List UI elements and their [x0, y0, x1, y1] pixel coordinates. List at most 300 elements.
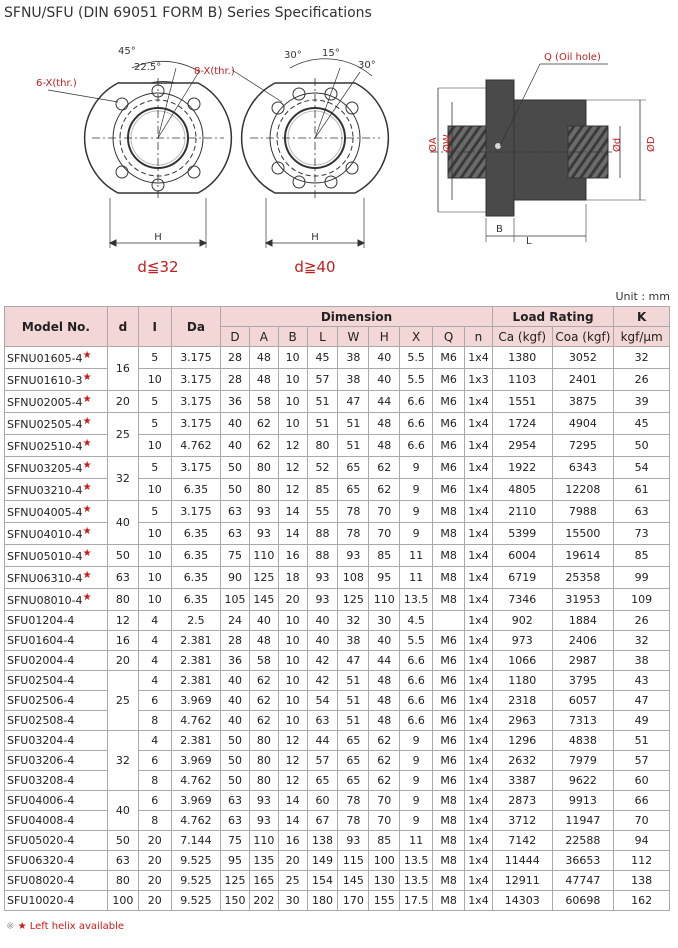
cell-h: 100: [369, 851, 400, 871]
l-dimension-label: L: [526, 236, 532, 247]
table-row: [5, 523, 670, 545]
table-row: [5, 751, 670, 771]
cell-a: 93: [249, 501, 278, 523]
cell-k: 94: [614, 831, 670, 851]
cell-x: 17.5: [400, 891, 433, 911]
cell-coa: 2406: [552, 631, 614, 651]
left-helix-star-icon: ★: [82, 394, 92, 405]
table-row: [5, 435, 670, 457]
cell-ca: 6004: [492, 545, 552, 567]
cell-k: 45: [614, 413, 670, 435]
cell-n: 1x4: [465, 831, 493, 851]
cell-da: 3.175: [171, 369, 220, 391]
flange-nut-front-view-small: [48, 61, 231, 248]
cell-ca: 2873: [492, 791, 552, 811]
cell-da: 3.969: [171, 691, 220, 711]
header-dim-col: L: [307, 327, 338, 347]
left-helix-star-icon: ★: [82, 460, 92, 471]
h-dimension-label-1: H: [154, 232, 162, 243]
model-cell: [5, 567, 108, 589]
cell-i: 4: [138, 671, 171, 691]
header-dim-col: n: [465, 327, 493, 347]
cell-coa: 15500: [552, 523, 614, 545]
cell-d: 28: [221, 631, 250, 651]
cell-w: 145: [338, 871, 369, 891]
phi-w-label: ØW: [442, 134, 453, 152]
cell-d: 63: [221, 791, 250, 811]
cell-ca: 1551: [492, 391, 552, 413]
table-row: [5, 791, 670, 811]
cell-d: 50: [221, 479, 250, 501]
cell-q: M8: [433, 871, 465, 891]
cell-h: 40: [369, 347, 400, 369]
cell-q: M8: [433, 811, 465, 831]
cell-a: 48: [249, 369, 278, 391]
cell-w: 65: [338, 751, 369, 771]
cell-d: 24: [221, 611, 250, 631]
header-dim-col: X: [400, 327, 433, 347]
cell-k: 32: [614, 347, 670, 369]
cell-b: 12: [278, 457, 307, 479]
cell-d: 36: [221, 391, 250, 413]
model-cell: [5, 523, 108, 545]
cell-l: 60: [307, 791, 338, 811]
model-cell: [5, 457, 108, 479]
cell-ca: 1380: [492, 347, 552, 369]
cell-w: 78: [338, 791, 369, 811]
table-row: [5, 871, 670, 891]
model-cell: [5, 545, 108, 567]
cell-w: 125: [338, 589, 369, 611]
cell-b: 12: [278, 751, 307, 771]
model-cell: [5, 671, 108, 691]
cell-a: 80: [249, 457, 278, 479]
left-helix-star-icon: ★: [82, 372, 92, 383]
cell-q: M6: [433, 347, 465, 369]
table-row: [5, 811, 670, 831]
cell-d: 50: [221, 731, 250, 751]
cell-i: 20: [138, 851, 171, 871]
cell-i: 5: [138, 501, 171, 523]
nominal-diameter-cell: 20: [107, 651, 138, 671]
nominal-diameter-cell: 16: [107, 347, 138, 391]
cell-d: 28: [221, 369, 250, 391]
cell-k: 66: [614, 791, 670, 811]
cell-q: M6: [433, 369, 465, 391]
cell-q: M6: [433, 771, 465, 791]
cell-da: 2.381: [171, 671, 220, 691]
cell-coa: 47747: [552, 871, 614, 891]
model-number: SFU03208-4: [7, 773, 75, 787]
cell-l: 138: [307, 831, 338, 851]
cell-l: 57: [307, 751, 338, 771]
cell-q: M8: [433, 791, 465, 811]
cell-coa: 7979: [552, 751, 614, 771]
model-number: SFNU03205-4: [7, 462, 83, 475]
thread-8x-label: 8-X(thr.): [194, 66, 235, 77]
cell-a: 62: [249, 413, 278, 435]
thread-6x-label: 6-X(thr.): [36, 78, 77, 89]
cell-q: M6: [433, 671, 465, 691]
cell-da: 3.175: [171, 501, 220, 523]
nominal-diameter-cell: 25: [107, 413, 138, 457]
cell-b: 14: [278, 523, 307, 545]
header-dim-col: H: [369, 327, 400, 347]
cell-h: 62: [369, 751, 400, 771]
table-row: [5, 369, 670, 391]
cell-w: 78: [338, 811, 369, 831]
nominal-diameter-cell: 40: [107, 501, 138, 545]
oil-hole-label: Q (Oil hole): [544, 52, 601, 63]
footnote-star: ★: [17, 921, 27, 932]
cell-k: 73: [614, 523, 670, 545]
model-number: SFU06320-4: [7, 853, 75, 867]
model-cell: [5, 651, 108, 671]
cell-x: 6.6: [400, 435, 433, 457]
cell-l: 54: [307, 691, 338, 711]
cell-b: 16: [278, 831, 307, 851]
cell-l: 44: [307, 731, 338, 751]
cell-n: 1x4: [465, 589, 493, 611]
model-number: SFU03204-4: [7, 733, 75, 747]
cell-l: 42: [307, 671, 338, 691]
table-row: [5, 731, 670, 751]
cell-b: 10: [278, 651, 307, 671]
left-helix-star-icon: ★: [82, 548, 92, 559]
header-ca: Ca (kgf): [492, 327, 552, 347]
cell-h: 130: [369, 871, 400, 891]
model-cell: [5, 831, 108, 851]
cell-h: 95: [369, 567, 400, 589]
cell-n: 1x4: [465, 651, 493, 671]
cell-i: 5: [138, 391, 171, 413]
cell-coa: 1884: [552, 611, 614, 631]
cell-x: 6.6: [400, 413, 433, 435]
model-number: SFNU08010-4: [7, 594, 83, 607]
cell-d: 50: [221, 457, 250, 479]
cell-i: 4: [138, 631, 171, 651]
cell-i: 20: [138, 871, 171, 891]
cell-k: 43: [614, 671, 670, 691]
cell-x: 11: [400, 831, 433, 851]
cell-w: 93: [338, 545, 369, 567]
cell-n: 1x4: [465, 479, 493, 501]
nominal-diameter-cell: 63: [107, 567, 138, 589]
cell-b: 10: [278, 347, 307, 369]
cell-q: M8: [433, 891, 465, 911]
footnote: [6, 921, 124, 932]
cell-da: 4.762: [171, 711, 220, 731]
angle-22-5-label: 22.5°: [134, 62, 162, 73]
nominal-diameter-cell: 100: [107, 891, 138, 911]
cell-n: 1x4: [465, 567, 493, 589]
cell-l: 88: [307, 523, 338, 545]
model-number: SFNU04005-4: [7, 506, 83, 519]
cell-ca: 1724: [492, 413, 552, 435]
cell-w: 51: [338, 671, 369, 691]
nominal-diameter-cell: 16: [107, 631, 138, 651]
cell-d: 36: [221, 651, 250, 671]
phi-d-small-label: Ød: [612, 137, 623, 152]
model-cell: [5, 731, 108, 751]
cell-h: 70: [369, 501, 400, 523]
cell-ca: 1066: [492, 651, 552, 671]
cell-n: 1x4: [465, 611, 493, 631]
nominal-diameter-cell: 20: [107, 391, 138, 413]
cell-coa: 3795: [552, 671, 614, 691]
cell-x: 9: [400, 751, 433, 771]
cell-b: 30: [278, 891, 307, 911]
header-k-unit: kgf/μm: [614, 327, 670, 347]
table-row: [5, 567, 670, 589]
cell-coa: 19614: [552, 545, 614, 567]
cell-l: 149: [307, 851, 338, 871]
cell-w: 78: [338, 501, 369, 523]
cell-n: 1x4: [465, 751, 493, 771]
cell-a: 165: [249, 871, 278, 891]
cell-coa: 4904: [552, 413, 614, 435]
cell-a: 110: [249, 545, 278, 567]
model-number: SFU08020-4: [7, 873, 75, 887]
nominal-diameter-cell: 32: [107, 457, 138, 501]
cell-l: 51: [307, 413, 338, 435]
cell-b: 10: [278, 413, 307, 435]
cell-h: 62: [369, 479, 400, 501]
cell-w: 115: [338, 851, 369, 871]
cell-coa: 22588: [552, 831, 614, 851]
cell-q: M6: [433, 413, 465, 435]
cell-d: 125: [221, 871, 250, 891]
cell-q: M6: [433, 751, 465, 771]
cell-h: 62: [369, 731, 400, 751]
model-number: SFNU02510-4: [7, 440, 83, 453]
left-helix-star-icon: ★: [82, 438, 92, 449]
technical-drawings: [0, 28, 678, 290]
cell-i: 6: [138, 691, 171, 711]
cell-a: 62: [249, 671, 278, 691]
cell-da: 9.525: [171, 871, 220, 891]
left-helix-star-icon: ★: [82, 482, 92, 493]
cell-b: 20: [278, 589, 307, 611]
cell-n: 1x4: [465, 545, 493, 567]
nominal-diameter-cell: 50: [107, 545, 138, 567]
cell-q: M8: [433, 545, 465, 567]
left-helix-star-icon: ★: [82, 504, 92, 515]
cell-l: 42: [307, 651, 338, 671]
cell-h: 30: [369, 611, 400, 631]
cell-q: M8: [433, 851, 465, 871]
cell-h: 48: [369, 711, 400, 731]
cell-i: 10: [138, 523, 171, 545]
cell-k: 70: [614, 811, 670, 831]
nominal-diameter-cell: 12: [107, 611, 138, 631]
cell-w: 65: [338, 479, 369, 501]
cell-d: 63: [221, 523, 250, 545]
cell-n: 1x4: [465, 435, 493, 457]
cell-b: 16: [278, 545, 307, 567]
cell-b: 12: [278, 435, 307, 457]
cell-k: 38: [614, 651, 670, 671]
cell-w: 78: [338, 523, 369, 545]
cell-w: 47: [338, 391, 369, 413]
cell-k: 85: [614, 545, 670, 567]
cell-b: 10: [278, 631, 307, 651]
left-helix-star-icon: ★: [82, 526, 92, 537]
cell-b: 14: [278, 791, 307, 811]
table-row: [5, 851, 670, 871]
model-number: SFU02508-4: [7, 713, 75, 727]
cell-coa: 7295: [552, 435, 614, 457]
phi-d-large-label: ØD: [646, 136, 657, 152]
cell-da: 9.525: [171, 851, 220, 871]
cell-n: 1x4: [465, 347, 493, 369]
cell-q: M6: [433, 631, 465, 651]
cell-k: 47: [614, 691, 670, 711]
model-number: SFNU05010-4: [7, 550, 83, 563]
cell-da: 3.175: [171, 391, 220, 413]
model-cell: [5, 791, 108, 811]
cell-l: 180: [307, 891, 338, 911]
cell-q: [433, 611, 465, 631]
cell-da: 3.175: [171, 457, 220, 479]
cell-d: 90: [221, 567, 250, 589]
cell-d: 75: [221, 545, 250, 567]
cell-x: 9: [400, 523, 433, 545]
table-row: [5, 771, 670, 791]
cell-ca: 5399: [492, 523, 552, 545]
angle-45-label: 45°: [118, 46, 136, 57]
cell-a: 62: [249, 435, 278, 457]
cell-i: 8: [138, 811, 171, 831]
footnote-mark: ※: [6, 921, 15, 932]
cell-i: 5: [138, 413, 171, 435]
cell-coa: 6057: [552, 691, 614, 711]
cell-k: 112: [614, 851, 670, 871]
page-title: SFNU/SFU (DIN 69051 FORM B) Series Specifications: [4, 5, 372, 21]
cell-x: 11: [400, 567, 433, 589]
cell-b: 10: [278, 671, 307, 691]
cell-d: 50: [221, 771, 250, 791]
cell-l: 52: [307, 457, 338, 479]
cell-l: 88: [307, 545, 338, 567]
model-number: SFU04006-4: [7, 793, 75, 807]
cell-n: 1x4: [465, 811, 493, 831]
table-row: [5, 501, 670, 523]
cell-w: 38: [338, 631, 369, 651]
model-number: SFU01604-4: [7, 633, 75, 647]
left-helix-star-icon: ★: [82, 592, 92, 603]
model-number: SFNU02505-4: [7, 418, 83, 431]
header-coa: Coa (kgf): [552, 327, 614, 347]
cell-coa: 60698: [552, 891, 614, 911]
model-number: SFU02506-4: [7, 693, 75, 707]
cell-ca: 2318: [492, 691, 552, 711]
cell-x: 13.5: [400, 871, 433, 891]
cell-x: 5.5: [400, 369, 433, 391]
nominal-diameter-cell: 80: [107, 589, 138, 611]
cell-ca: 6719: [492, 567, 552, 589]
cell-d: 40: [221, 711, 250, 731]
table-row: [5, 631, 670, 651]
cell-w: 170: [338, 891, 369, 911]
cell-w: 51: [338, 691, 369, 711]
cell-h: 70: [369, 791, 400, 811]
header-dim-col: Q: [433, 327, 465, 347]
cell-l: 93: [307, 567, 338, 589]
cell-ca: 1103: [492, 369, 552, 391]
cell-coa: 9622: [552, 771, 614, 791]
cell-da: 6.35: [171, 523, 220, 545]
phi-a-label: ØA: [428, 137, 439, 152]
cell-l: 93: [307, 589, 338, 611]
cell-x: 9: [400, 501, 433, 523]
cell-i: 4: [138, 651, 171, 671]
cell-da: 2.5: [171, 611, 220, 631]
cell-k: 109: [614, 589, 670, 611]
cell-b: 18: [278, 567, 307, 589]
cell-x: 13.5: [400, 851, 433, 871]
cell-h: 110: [369, 589, 400, 611]
cell-ca: 973: [492, 631, 552, 651]
cell-ca: 2963: [492, 711, 552, 731]
header-dim-col: A: [249, 327, 278, 347]
cell-da: 2.381: [171, 651, 220, 671]
cell-b: 14: [278, 501, 307, 523]
cell-k: 57: [614, 751, 670, 771]
model-cell: [5, 589, 108, 611]
model-cell: [5, 711, 108, 731]
cell-q: M8: [433, 501, 465, 523]
cell-da: 2.381: [171, 631, 220, 651]
cell-coa: 12208: [552, 479, 614, 501]
cell-w: 65: [338, 457, 369, 479]
cell-n: 1x4: [465, 391, 493, 413]
table-row: [5, 391, 670, 413]
cell-x: 6.6: [400, 671, 433, 691]
cell-n: 1x4: [465, 851, 493, 871]
angle-30b-label: 30°: [358, 60, 376, 71]
cell-l: 63: [307, 711, 338, 731]
cell-coa: 3875: [552, 391, 614, 413]
cell-k: 138: [614, 871, 670, 891]
cell-i: 10: [138, 589, 171, 611]
cell-q: M6: [433, 731, 465, 751]
cell-i: 10: [138, 567, 171, 589]
cell-x: 6.6: [400, 651, 433, 671]
cell-a: 62: [249, 691, 278, 711]
cell-i: 10: [138, 435, 171, 457]
cell-i: 10: [138, 479, 171, 501]
left-helix-star-icon: ★: [82, 570, 92, 581]
cell-h: 44: [369, 391, 400, 413]
cell-n: 1x4: [465, 671, 493, 691]
model-number: SFU05020-4: [7, 833, 75, 847]
cell-d: 150: [221, 891, 250, 911]
cell-w: 32: [338, 611, 369, 631]
cell-b: 12: [278, 771, 307, 791]
cell-w: 65: [338, 731, 369, 751]
cell-x: 6.6: [400, 391, 433, 413]
cell-x: 6.6: [400, 711, 433, 731]
unit-label: Unit : mm: [615, 290, 670, 303]
cell-ca: 2110: [492, 501, 552, 523]
cell-i: 6: [138, 791, 171, 811]
cell-h: 155: [369, 891, 400, 911]
cell-ca: 2954: [492, 435, 552, 457]
model-cell: [5, 413, 108, 435]
cell-coa: 25358: [552, 567, 614, 589]
cell-i: 6: [138, 751, 171, 771]
